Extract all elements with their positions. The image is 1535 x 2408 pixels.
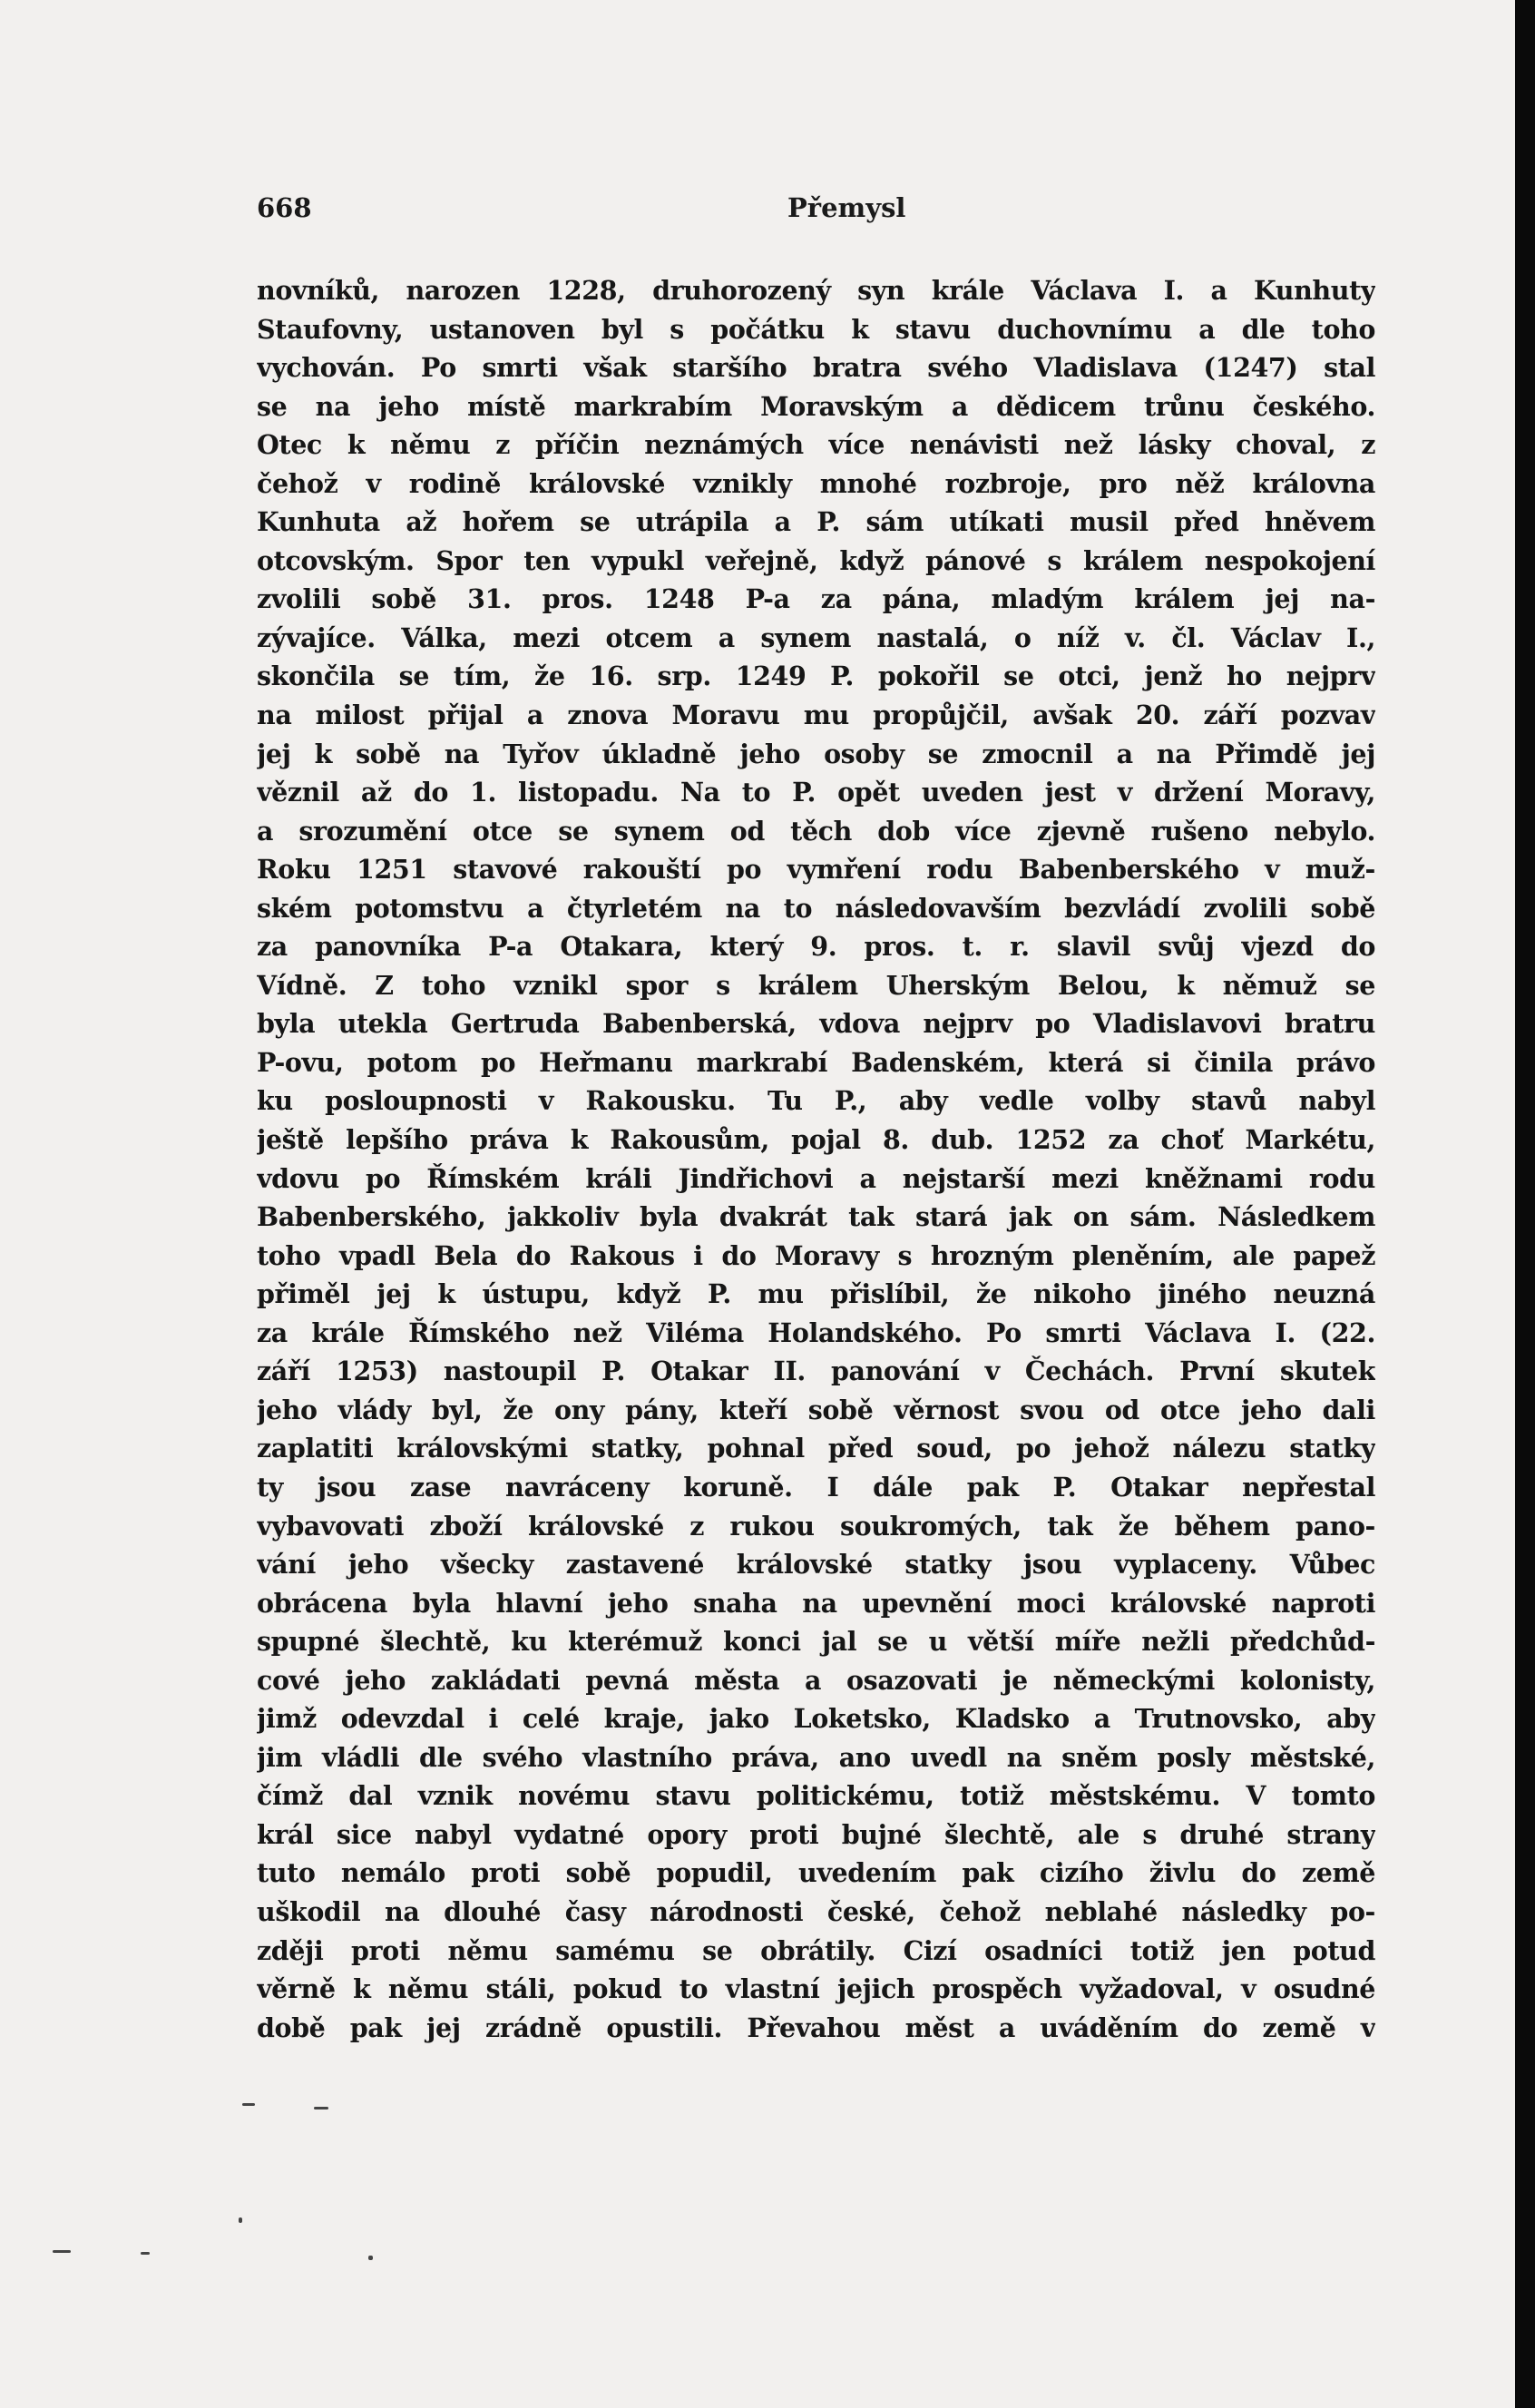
text-line: novníků, narozen 1228, druhorozený syn krále Václava I. a Kunhuty — [257, 275, 1375, 306]
scan-speck — [242, 2103, 255, 2106]
text-line: skončila se tím, že 16. srp. 1249 P. pokořil se otci, jenž ho nejprv — [257, 661, 1375, 692]
text-line: ty jsou zase navráceny koruně. I dále pak P. Otakar nepřestal — [257, 1471, 1375, 1503]
text-line: září 1253) nastoupil P. Otakar II. panování v Čechách. První skutek — [257, 1356, 1375, 1387]
text-line: a srozumění otce se synem od těch dob více zjevně rušeno nebylo. — [257, 815, 1375, 847]
running-head: Přemysl — [787, 192, 906, 223]
text-line: se na jeho místě markrabím Moravským a dědicem trůnu českého. — [257, 390, 1375, 422]
text-line: jeho vlády byl, že ony pány, kteří sobě věrnost svou od otce jeho dali — [257, 1394, 1375, 1425]
page-number: 668 — [257, 192, 312, 223]
text-line: jim vládli dle svého vlastního práva, ano uvedl na sněm posly městské, — [257, 1741, 1375, 1773]
scan-speck — [239, 2217, 242, 2223]
text-line: byla utekla Gertruda Babenberská, vdova nejprv po Vladislavovi bratru — [257, 1008, 1375, 1040]
text-line: P-ovu, potom po Heřmanu markrabí Badenském, která si činila právo — [257, 1046, 1375, 1078]
text-line: přiměl jej k ústupu, když P. mu přislíbil, že nikoho jiného neuzná — [257, 1278, 1375, 1310]
text-line: vybavovati zboží královské z rukou soukromých, tak že během pano- — [257, 1510, 1375, 1542]
text-line: zývajíce. Válka, mezi otcem a synem nastalá, o níž v. čl. Václav I., — [257, 622, 1375, 653]
text-line: čehož v rodině královské vznikly mnohé rozbroje, pro něž královna — [257, 467, 1375, 499]
text-line: zději proti němu samému se obrátily. Cizí osadníci totiž jen potud — [257, 1934, 1375, 1966]
text-line: ještě lepšího práva k Rakousům, pojal 8. dub. 1252 za choť Markétu, — [257, 1124, 1375, 1156]
text-line: na milost přijal a znova Moravu mu propůjčil, avšak 20. září pozvav — [257, 700, 1375, 731]
text-line: věrně k němu stáli, pokud to vlastní jejich prospěch vyžadoval, v osudné — [257, 1973, 1375, 2005]
text-line: Otec k němu z příčin neznámých více nenávisti než lásky choval, z — [257, 429, 1375, 461]
text-line: Roku 1251 stavové rakouští po vymření rodu Babenberského v muž- — [257, 854, 1375, 886]
scan-edge-border — [1515, 0, 1535, 2408]
text-line: zvolili sobě 31. pros. 1248 P-a za pána, mladým králem jej na- — [257, 583, 1375, 615]
scan-speck — [141, 2252, 150, 2255]
text-line: čímž dal vznik novému stavu politickému, totiž městskému. V tomto — [257, 1780, 1375, 1812]
text-line: za krále Římského než Viléma Holandského. Po smrti Václava I. (22. — [257, 1317, 1375, 1348]
text-line: vání jeho všecky zastavené královské statky jsou vyplaceny. Vůbec — [257, 1549, 1375, 1581]
text-line: Kunhuta až hořem se utrápila a P. sám utíkati musil před hněvem — [257, 506, 1375, 538]
text-line: tuto nemálo proti sobě popudil, uvedením pak cizího živlu do země — [257, 1857, 1375, 1889]
text-line: Babenberského, jakkoliv byla dvakrát tak stará jak on sám. Následkem — [257, 1201, 1375, 1233]
text-line: toho vpadl Bela do Rakous i do Moravy s hrozným pleněním, ale papež — [257, 1239, 1375, 1271]
text-line: době pak jej zrádně opustili. Převahou měst a uváděním do země v — [257, 2012, 1375, 2043]
text-line: obrácena byla hlavní jeho snaha na upevnění moci královské naproti — [257, 1587, 1375, 1619]
text-line: král sice nabyl vydatné opory proti bujné šlechtě, ale s druhé strany — [257, 1818, 1375, 1850]
scan-speck — [314, 2107, 328, 2109]
text-line: vychován. Po smrti však staršího bratra svého Vladislava (1247) stal — [257, 352, 1375, 384]
text-line: otcovským. Spor ten vypukl veřejně, když pánové s králem nespokojení — [257, 544, 1375, 576]
text-line: Vídně. Z toho vznikl spor s králem Uherským Belou, k němuž se — [257, 969, 1375, 1001]
page-header — [257, 192, 1373, 229]
text-line: za panovníka P-a Otakara, který 9. pros. t. r. slavil svůj vjezd do — [257, 931, 1375, 963]
text-line: spupné šlechtě, ku kterémuž konci jal se u větší míře nežli předchůd- — [257, 1626, 1375, 1658]
text-line: jimž odevzdal i celé kraje, jako Loketsko, Kladsko a Trutnovsko, aby — [257, 1703, 1375, 1735]
text-line: uškodil na dlouhé časy národnosti české, čehož neblahé následky po- — [257, 1895, 1375, 1927]
text-line: věznil až do 1. listopadu. Na to P. opět uveden jest v držení Moravy, — [257, 777, 1375, 808]
text-line: vdovu po Římském králi Jindřichovi a nejstarší mezi kněžnami rodu — [257, 1162, 1375, 1194]
scan-speck — [53, 2250, 71, 2253]
text-line: Staufovny, ustanoven byl s počátku k stavu duchovnímu a dle toho — [257, 313, 1375, 345]
scan-speck — [368, 2256, 373, 2260]
text-line: zaplatiti královskými statky, pohnal před soud, po jehož nálezu statky — [257, 1433, 1375, 1464]
text-line: ku posloupnosti v Rakousku. Tu P., aby vedle volby stavů nabyl — [257, 1085, 1375, 1117]
body-text — [257, 271, 1375, 2047]
text-line: cové jeho zakládati pevná města a osazovati je německými kolonisty, — [257, 1664, 1375, 1696]
text-line: ském potomstvu a čtyrletém na to následovavším bezvládí zvolili sobě — [257, 892, 1375, 924]
text-line: jej k sobě na Tyřov úkladně jeho osoby se zmocnil a na Přimdě jej — [257, 738, 1375, 769]
